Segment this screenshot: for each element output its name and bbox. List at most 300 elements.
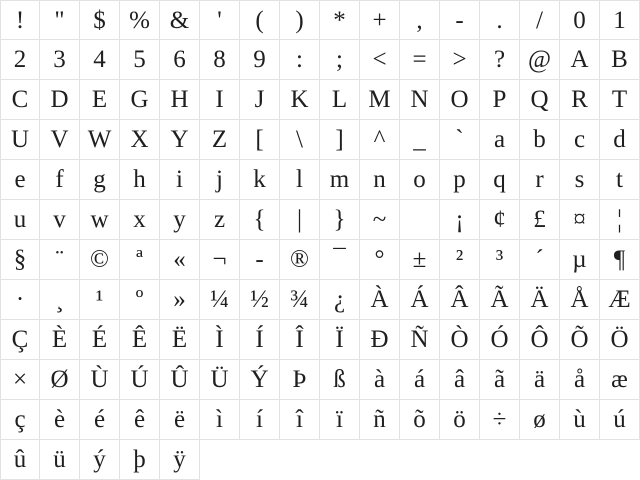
glyph-char: È bbox=[51, 326, 68, 353]
glyph-cell bbox=[480, 320, 520, 360]
glyph-cell bbox=[400, 40, 440, 80]
glyph-char: ñ bbox=[373, 406, 386, 433]
glyph-char: e bbox=[14, 166, 26, 193]
glyph-cell bbox=[360, 0, 400, 40]
glyph-char: « bbox=[173, 246, 186, 273]
glyph-char: Ì bbox=[215, 326, 224, 353]
glyph-cell bbox=[0, 80, 40, 120]
glyph-cell bbox=[600, 80, 640, 120]
glyph-cell bbox=[280, 40, 320, 80]
glyph-char: » bbox=[173, 286, 186, 313]
glyph-cell bbox=[80, 120, 120, 160]
glyph-char: Y bbox=[170, 126, 189, 153]
glyph-char: R bbox=[571, 86, 588, 113]
glyph-cell bbox=[520, 400, 560, 440]
glyph-char: ù bbox=[573, 406, 586, 433]
glyph-row bbox=[0, 280, 640, 320]
glyph-cell bbox=[360, 240, 400, 280]
glyph-cell bbox=[0, 200, 40, 240]
glyph-char: ¡ bbox=[455, 206, 464, 233]
glyph-cell bbox=[160, 400, 200, 440]
glyph-char: \ bbox=[296, 126, 303, 153]
glyph-char: ¤ bbox=[573, 206, 586, 233]
glyph-cell bbox=[80, 440, 120, 480]
glyph-char: < bbox=[372, 46, 387, 73]
glyph-char: H bbox=[170, 86, 189, 113]
glyph-cell bbox=[400, 200, 440, 240]
glyph-char: µ bbox=[572, 246, 587, 273]
glyph-char: ® bbox=[290, 246, 309, 273]
glyph-char: z bbox=[213, 206, 226, 233]
glyph-cell bbox=[320, 200, 360, 240]
glyph-char: [ bbox=[255, 126, 264, 153]
glyph-char: U bbox=[10, 126, 30, 153]
glyph-cell bbox=[320, 0, 360, 40]
glyph-char: ´ bbox=[535, 246, 544, 273]
glyph-char: Ó bbox=[490, 326, 509, 353]
glyph-char: è bbox=[53, 406, 66, 433]
glyph-cell bbox=[480, 280, 520, 320]
glyph-char: · bbox=[15, 286, 25, 313]
glyph-char: E bbox=[91, 86, 108, 113]
glyph-cell bbox=[440, 40, 480, 80]
glyph-cell bbox=[0, 120, 40, 160]
glyph-row bbox=[0, 160, 640, 200]
glyph-char: = bbox=[412, 46, 427, 73]
glyph-cell bbox=[440, 280, 480, 320]
glyph-cell bbox=[560, 200, 600, 240]
glyph-char: " bbox=[54, 6, 65, 34]
glyph-char: Û bbox=[170, 366, 189, 393]
glyph-cell bbox=[40, 360, 80, 400]
glyph-cell bbox=[240, 400, 280, 440]
glyph-row bbox=[0, 80, 640, 120]
glyph-cell bbox=[240, 160, 280, 200]
glyph-char: q bbox=[493, 166, 506, 193]
glyph-cell bbox=[40, 440, 80, 480]
glyph-cell bbox=[80, 80, 120, 120]
glyph-char: 2 bbox=[13, 46, 27, 73]
glyph-cell bbox=[40, 0, 80, 40]
glyph-char: ( bbox=[255, 6, 264, 34]
glyph-cell bbox=[40, 80, 80, 120]
glyph-char: j bbox=[216, 166, 223, 193]
glyph-cell bbox=[160, 280, 200, 320]
glyph-char: 6 bbox=[173, 46, 186, 73]
glyph-char: X bbox=[130, 126, 149, 153]
glyph-cell bbox=[280, 0, 320, 40]
glyph-cell bbox=[0, 240, 40, 280]
glyph-char: ^ bbox=[373, 126, 386, 153]
glyph-cell bbox=[520, 320, 560, 360]
glyph-char: í bbox=[256, 406, 263, 433]
glyph-char: ü bbox=[53, 446, 66, 473]
glyph-cell bbox=[560, 160, 600, 200]
glyph-char: ö bbox=[453, 406, 466, 433]
glyph-char: o bbox=[413, 166, 426, 193]
glyph-char: * bbox=[333, 6, 346, 34]
glyph-char: Ú bbox=[130, 366, 149, 393]
glyph-char: N bbox=[410, 86, 429, 113]
glyph-cell bbox=[480, 80, 520, 120]
glyph-cell bbox=[480, 360, 520, 400]
glyph-char: 3 bbox=[53, 46, 66, 73]
glyph-char: B bbox=[611, 46, 628, 73]
glyph-char: D bbox=[50, 86, 69, 113]
glyph-char: Á bbox=[410, 286, 429, 313]
glyph-char: Q bbox=[530, 86, 549, 113]
glyph-cell bbox=[40, 400, 80, 440]
glyph-cell bbox=[120, 120, 160, 160]
glyph-char: î bbox=[296, 406, 303, 433]
glyph-cell bbox=[120, 200, 160, 240]
glyph-cell bbox=[320, 40, 360, 80]
glyph-cell bbox=[40, 160, 80, 200]
glyph-cell bbox=[0, 40, 40, 80]
glyph-row bbox=[0, 40, 640, 80]
glyph-char: Ä bbox=[530, 286, 549, 313]
glyph-cell bbox=[160, 320, 200, 360]
glyph-cell bbox=[240, 40, 280, 80]
glyph-char: Ò bbox=[450, 326, 469, 353]
glyph-char: O bbox=[450, 86, 469, 113]
glyph-char: ± bbox=[412, 246, 427, 273]
glyph-char: $ bbox=[93, 6, 106, 34]
glyph-cell bbox=[600, 200, 640, 240]
glyph-cell bbox=[240, 0, 280, 40]
glyph-char: ¦ bbox=[616, 206, 622, 233]
glyph-char: P bbox=[492, 86, 507, 113]
glyph-cell bbox=[160, 160, 200, 200]
glyph-char: Í bbox=[255, 326, 264, 353]
glyph-row bbox=[0, 0, 640, 40]
glyph-cell bbox=[360, 360, 400, 400]
glyph-char: 0 bbox=[573, 6, 586, 34]
glyph-char: § bbox=[13, 246, 27, 273]
glyph-cell bbox=[160, 240, 200, 280]
glyph-char: V bbox=[50, 126, 69, 153]
glyph-char: x bbox=[133, 206, 146, 233]
glyph-cell bbox=[200, 360, 240, 400]
glyph-char: ¿ bbox=[333, 286, 346, 313]
glyph-cell bbox=[480, 40, 520, 80]
glyph-char: J bbox=[254, 86, 265, 113]
glyph-char: b bbox=[533, 126, 546, 153]
glyph-char: ! bbox=[15, 6, 25, 34]
glyph-cell bbox=[160, 200, 200, 240]
glyph-char: ì bbox=[216, 406, 223, 433]
glyph-char: > bbox=[452, 46, 467, 73]
glyph-char: W bbox=[87, 126, 112, 153]
glyph-cell bbox=[200, 120, 240, 160]
glyph-char: ¾ bbox=[290, 286, 309, 313]
glyph-char: h bbox=[133, 166, 146, 193]
glyph-char: é bbox=[93, 406, 106, 433]
glyph-cell bbox=[40, 280, 80, 320]
glyph-char: % bbox=[129, 6, 150, 34]
glyph-cell bbox=[240, 280, 280, 320]
glyph-char: Ü bbox=[210, 366, 229, 393]
glyph-cell bbox=[200, 320, 240, 360]
glyph-char: ê bbox=[133, 406, 146, 433]
glyph-char: s bbox=[574, 166, 585, 193]
glyph-char: ¹ bbox=[95, 286, 104, 313]
glyph-cell bbox=[120, 400, 160, 440]
glyph-char: ë bbox=[173, 406, 186, 433]
glyph-cell bbox=[560, 0, 600, 40]
glyph-cell bbox=[560, 400, 600, 440]
glyph-cell bbox=[320, 320, 360, 360]
glyph-cell bbox=[400, 320, 440, 360]
glyph-char: 1 bbox=[613, 6, 626, 34]
glyph-char: K bbox=[290, 86, 309, 113]
glyph-cell bbox=[520, 160, 560, 200]
glyph-char: Ï bbox=[335, 326, 344, 353]
glyph-cell bbox=[120, 320, 160, 360]
glyph-cell bbox=[560, 120, 600, 160]
glyph-cell bbox=[440, 400, 480, 440]
glyph-cell bbox=[280, 360, 320, 400]
glyph-cell bbox=[440, 80, 480, 120]
glyph-char: þ bbox=[133, 446, 146, 473]
glyph-char: @ bbox=[527, 46, 552, 73]
glyph-char: 4 bbox=[93, 46, 106, 73]
glyph-cell bbox=[80, 240, 120, 280]
glyph-cell bbox=[280, 400, 320, 440]
glyph-cell bbox=[240, 360, 280, 400]
glyph-char: Â bbox=[450, 286, 469, 313]
glyph-cell bbox=[400, 400, 440, 440]
glyph-cell bbox=[480, 0, 520, 40]
glyph-cell bbox=[600, 240, 640, 280]
glyph-char: c bbox=[573, 126, 586, 153]
glyph-cell bbox=[40, 200, 80, 240]
glyph-cell bbox=[120, 0, 160, 40]
glyph-cell bbox=[400, 160, 440, 200]
glyph-cell bbox=[520, 240, 560, 280]
glyph-cell bbox=[120, 240, 160, 280]
glyph-char: Ê bbox=[131, 326, 148, 353]
glyph-cell bbox=[400, 0, 440, 40]
glyph-cell bbox=[480, 160, 520, 200]
glyph-cell bbox=[200, 0, 240, 40]
glyph-char: ] bbox=[335, 126, 344, 153]
glyph-char: ä bbox=[533, 366, 546, 393]
glyph-char: - bbox=[455, 6, 464, 34]
glyph-row bbox=[0, 400, 640, 440]
glyph-cell bbox=[440, 240, 480, 280]
glyph-row bbox=[0, 200, 640, 240]
glyph-cell bbox=[80, 360, 120, 400]
glyph-cell bbox=[600, 0, 640, 40]
glyph-cell bbox=[80, 400, 120, 440]
glyph-char: Ö bbox=[610, 326, 629, 353]
glyph-cell bbox=[360, 160, 400, 200]
glyph-char: Î bbox=[295, 326, 304, 353]
glyph-cell bbox=[40, 240, 80, 280]
glyph-char: , bbox=[416, 6, 423, 34]
glyph-char: 9 bbox=[253, 46, 266, 73]
glyph-char: Ù bbox=[90, 366, 109, 393]
glyph-char: Ç bbox=[11, 326, 29, 353]
glyph-char: ¢ bbox=[493, 206, 506, 233]
glyph-cell bbox=[0, 160, 40, 200]
glyph-cell bbox=[200, 80, 240, 120]
glyph-cell bbox=[560, 320, 600, 360]
glyph-cell bbox=[560, 240, 600, 280]
glyph-cell bbox=[520, 200, 560, 240]
glyph-char: ø bbox=[533, 406, 546, 433]
glyph-char: d bbox=[613, 126, 626, 153]
glyph-cell bbox=[200, 160, 240, 200]
glyph-char: ã bbox=[493, 366, 506, 393]
glyph-char: © bbox=[90, 246, 109, 273]
glyph-cell bbox=[520, 360, 560, 400]
glyph-char: ï bbox=[336, 406, 343, 433]
glyph-row bbox=[0, 440, 640, 480]
glyph-char: u bbox=[13, 206, 27, 233]
glyph-cell bbox=[560, 280, 600, 320]
glyph-cell bbox=[600, 120, 640, 160]
glyph-cell bbox=[160, 360, 200, 400]
glyph-char: - bbox=[255, 246, 264, 273]
glyph-cell bbox=[320, 360, 360, 400]
glyph-cell bbox=[520, 280, 560, 320]
glyph-char: | bbox=[296, 206, 302, 233]
glyph-cell bbox=[400, 360, 440, 400]
glyph-char: y bbox=[173, 206, 186, 233]
glyph-cell bbox=[120, 440, 160, 480]
glyph-char: Õ bbox=[570, 326, 589, 353]
glyph-cell bbox=[360, 280, 400, 320]
glyph-cell bbox=[160, 120, 200, 160]
glyph-cell bbox=[520, 0, 560, 40]
glyph-cell bbox=[320, 400, 360, 440]
glyph-char: ç bbox=[14, 406, 26, 433]
glyph-cell bbox=[40, 320, 80, 360]
glyph-char: ³ bbox=[495, 246, 504, 273]
glyph-char: } bbox=[333, 206, 346, 233]
glyph-char: _ bbox=[413, 126, 426, 153]
glyph-cell bbox=[560, 40, 600, 80]
glyph-cell bbox=[0, 320, 40, 360]
glyph-cell bbox=[40, 120, 80, 160]
glyph-char: ¼ bbox=[210, 286, 229, 313]
glyph-cell bbox=[240, 80, 280, 120]
glyph-char: ° bbox=[374, 246, 385, 273]
glyph-char: 5 bbox=[133, 46, 146, 73]
glyph-cell bbox=[40, 40, 80, 80]
glyph-cell bbox=[440, 120, 480, 160]
glyph-cell bbox=[480, 200, 520, 240]
glyph-cell bbox=[600, 360, 640, 400]
glyph-cell bbox=[280, 240, 320, 280]
glyph-char: A bbox=[570, 46, 589, 73]
glyph-char: ÷ bbox=[492, 406, 507, 433]
glyph-char: : bbox=[296, 46, 303, 73]
glyph-char: ; bbox=[336, 46, 343, 73]
glyph-char: ` bbox=[455, 126, 464, 153]
glyph-char: k bbox=[253, 166, 266, 193]
glyph-cell bbox=[440, 200, 480, 240]
glyph-char: ÿ bbox=[173, 446, 186, 473]
glyph-cell bbox=[120, 280, 160, 320]
glyph-cell bbox=[80, 160, 120, 200]
glyph-cell bbox=[80, 200, 120, 240]
glyph-char: â bbox=[453, 366, 466, 393]
glyph-char: á bbox=[413, 366, 426, 393]
glyph-char: ¨ bbox=[55, 246, 64, 273]
glyph-char: Þ bbox=[292, 366, 307, 393]
glyph-cell bbox=[480, 120, 520, 160]
glyph-cell bbox=[200, 200, 240, 240]
glyph-cell bbox=[320, 80, 360, 120]
glyph-cell bbox=[520, 40, 560, 80]
glyph-cell bbox=[160, 80, 200, 120]
glyph-char: ~ bbox=[372, 206, 387, 233]
glyph-cell bbox=[200, 400, 240, 440]
glyph-cell bbox=[360, 200, 400, 240]
glyph-char: É bbox=[91, 326, 108, 353]
glyph-cell bbox=[80, 320, 120, 360]
glyph-cell bbox=[280, 160, 320, 200]
glyph-char: l bbox=[296, 166, 303, 193]
glyph-char: & bbox=[169, 6, 190, 34]
glyph-cell bbox=[280, 320, 320, 360]
glyph-char: À bbox=[370, 286, 389, 313]
glyph-cell bbox=[320, 280, 360, 320]
glyph-row bbox=[0, 240, 640, 280]
glyph-cell bbox=[320, 240, 360, 280]
glyph-char: g bbox=[93, 166, 106, 193]
glyph-char: Ô bbox=[530, 326, 549, 353]
glyph-cell bbox=[240, 240, 280, 280]
glyph-char: Ý bbox=[250, 366, 269, 393]
glyph-cell bbox=[120, 80, 160, 120]
glyph-char: ª bbox=[136, 246, 143, 273]
glyph-cell bbox=[280, 200, 320, 240]
glyph-char: û bbox=[13, 446, 27, 473]
glyph-char: r bbox=[535, 166, 544, 193]
glyph-cell bbox=[160, 440, 200, 480]
glyph-cell bbox=[560, 80, 600, 120]
glyph-char: ú bbox=[613, 406, 626, 433]
glyph-char: å bbox=[573, 366, 586, 393]
glyph-cell bbox=[440, 360, 480, 400]
glyph-char: ¬ bbox=[212, 246, 227, 273]
glyph-cell bbox=[120, 360, 160, 400]
glyph-cell bbox=[0, 0, 40, 40]
glyph-char: / bbox=[536, 6, 543, 34]
glyph-char: ¶ bbox=[613, 246, 626, 273]
glyph-cell bbox=[200, 240, 240, 280]
glyph-char: f bbox=[55, 166, 64, 193]
glyph-cell bbox=[120, 160, 160, 200]
glyph-char: ? bbox=[493, 46, 506, 73]
glyph-char: ý bbox=[93, 446, 106, 473]
glyph-cell bbox=[440, 160, 480, 200]
glyph-char: Æ bbox=[608, 286, 631, 313]
glyph-char: Ø bbox=[50, 366, 69, 393]
glyph-cell bbox=[80, 280, 120, 320]
glyph-cell bbox=[280, 120, 320, 160]
glyph-char: a bbox=[493, 126, 506, 153]
glyph-cell bbox=[560, 360, 600, 400]
glyph-cell bbox=[280, 80, 320, 120]
glyph-cell bbox=[360, 320, 400, 360]
glyph-char: Z bbox=[211, 126, 228, 153]
glyph-cell bbox=[600, 400, 640, 440]
